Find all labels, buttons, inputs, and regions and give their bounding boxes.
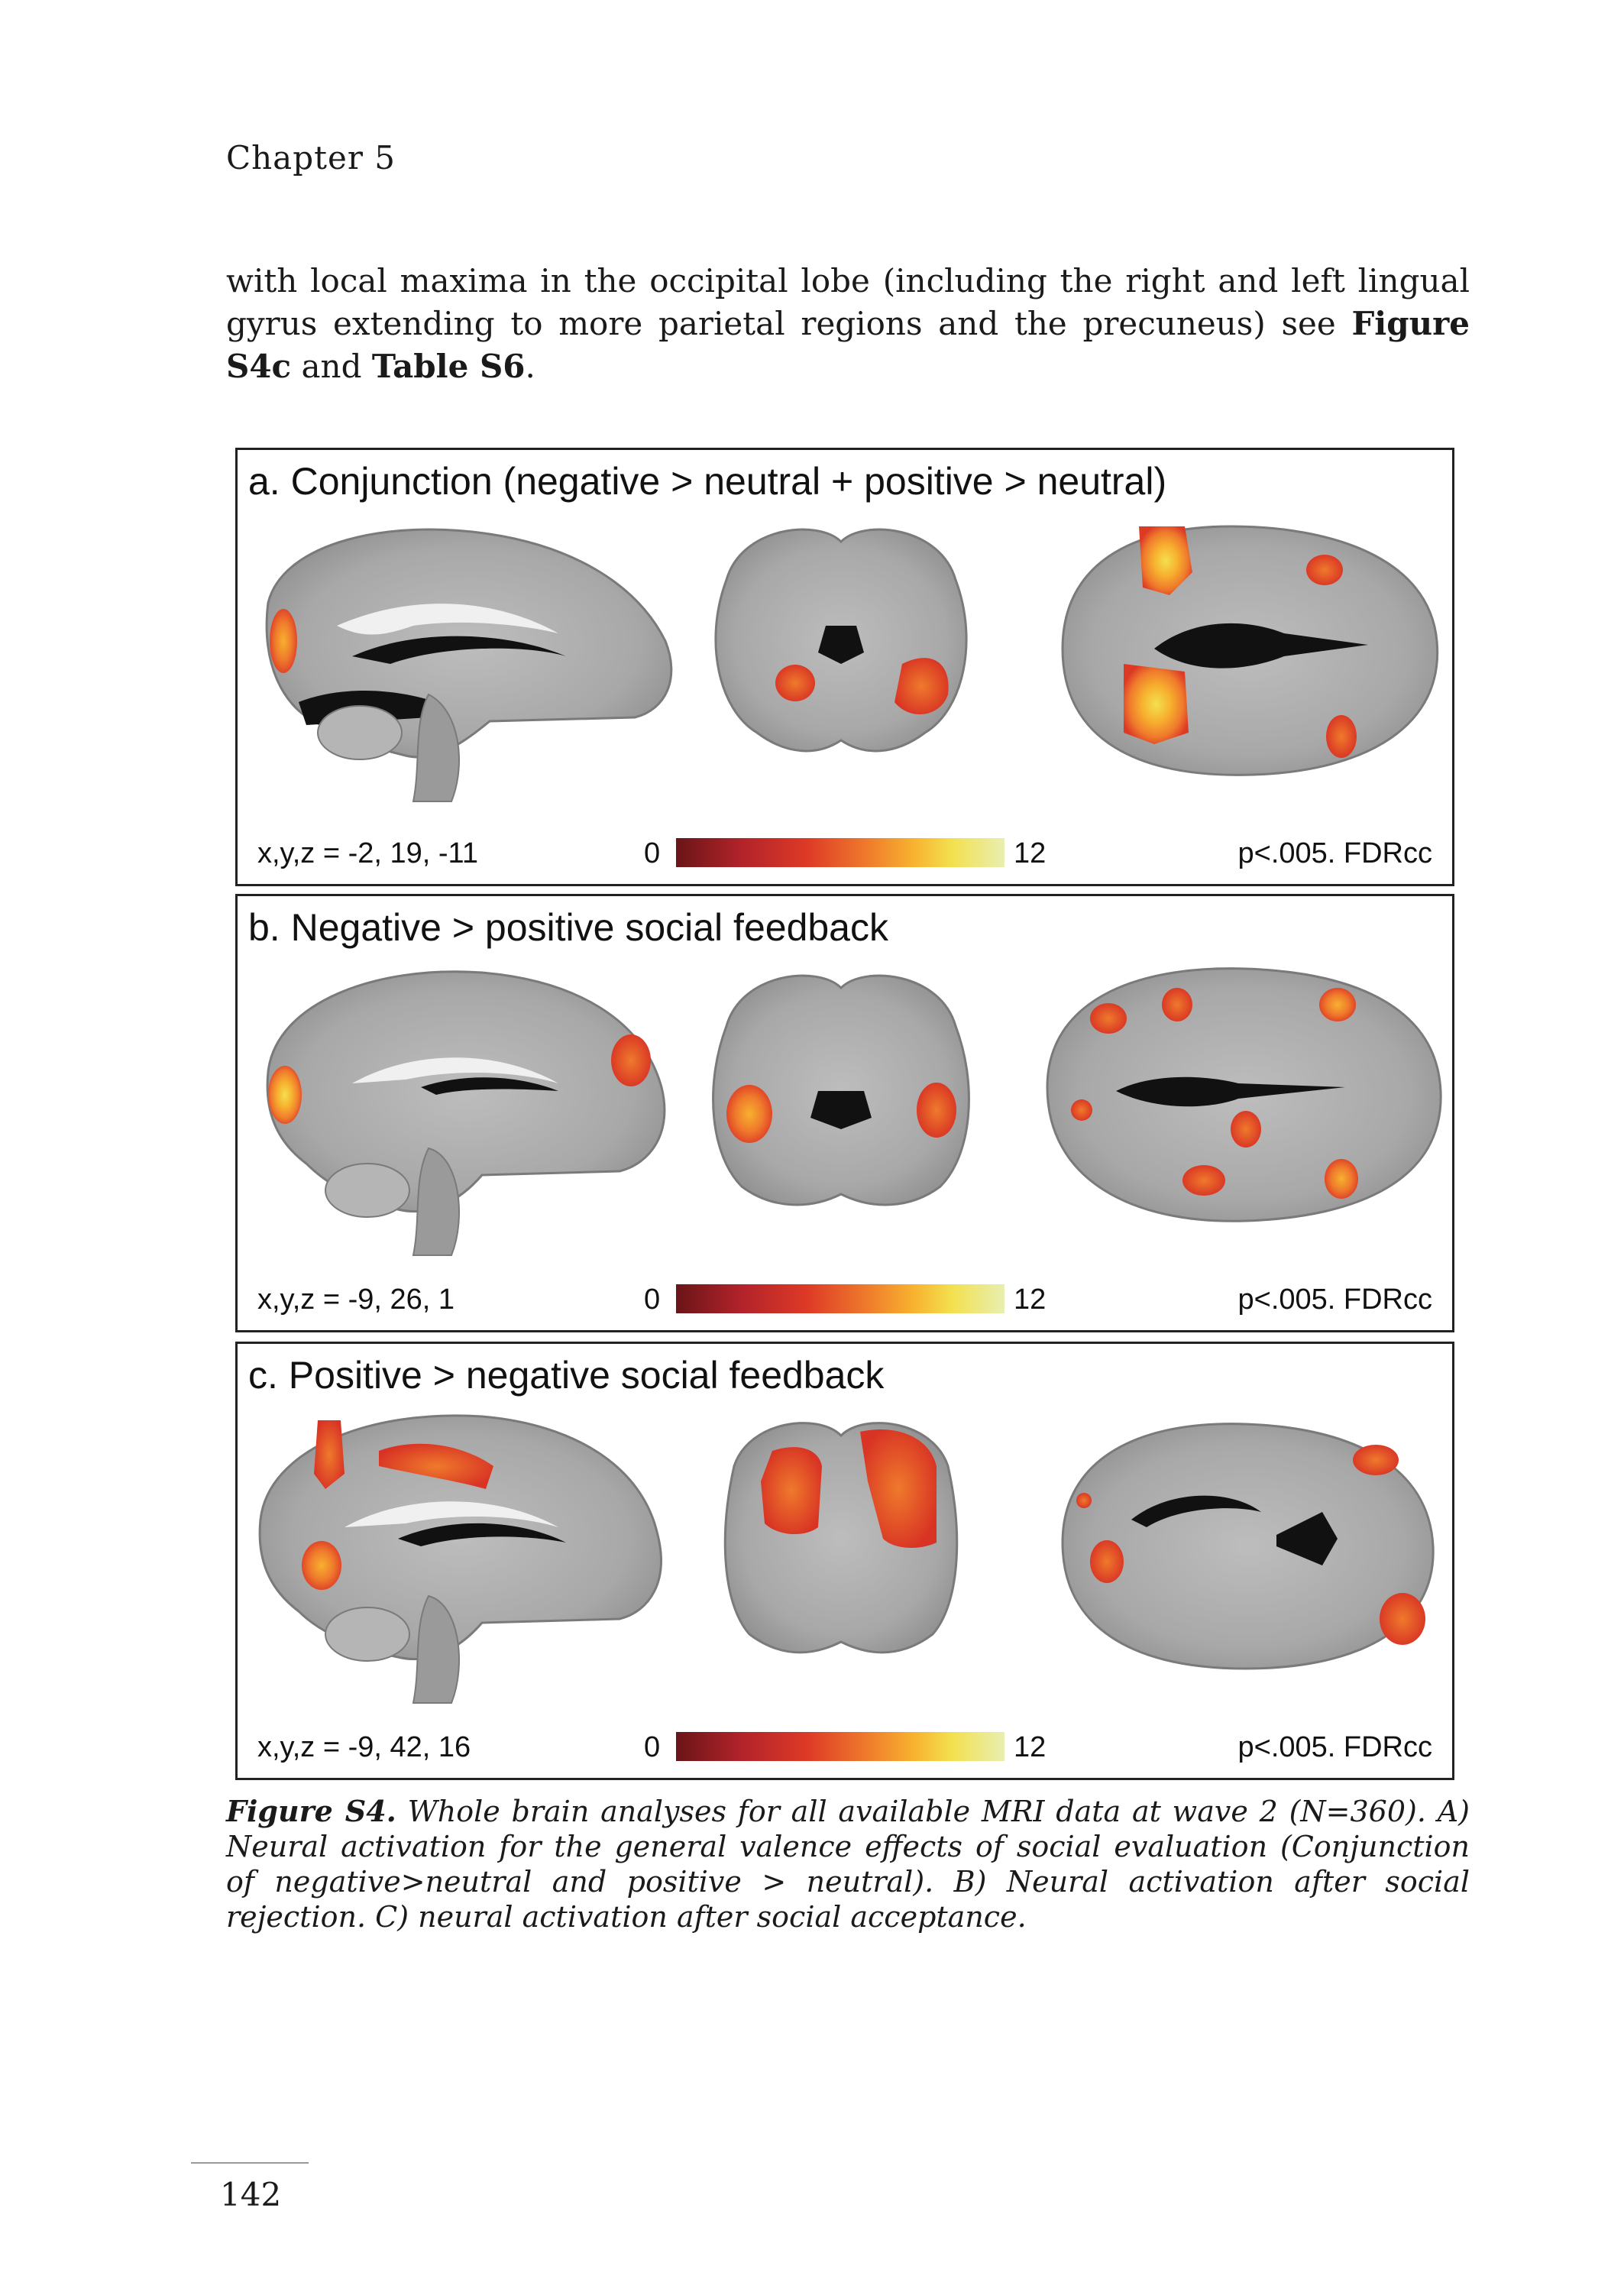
figure-panel-a [235,448,1454,886]
sagittal-slice [260,1416,661,1703]
caption-label: Figure S4. [226,1794,396,1828]
activation-blob [775,665,815,701]
activation-blob [1076,1493,1092,1508]
sagittal-slice [267,529,671,801]
colorbar-max-label: 12 [1014,1731,1047,1763]
activation-blob [302,1541,341,1590]
slice-coordinates: x,y,z = -9, 42, 16 [257,1731,471,1763]
figure-panel-b [235,894,1454,1332]
panel-title: b. Negative > positive social feedback [248,906,888,949]
axial-slice [1063,526,1438,775]
footer-rule [191,2162,309,2164]
activation-blob [1326,715,1357,758]
colorbar [676,1732,1004,1761]
threshold-label: p<.005. FDRcc [1237,837,1432,869]
body-paragraph [226,260,1470,388]
figure-caption [226,1794,1470,1934]
activation-blob [894,658,949,714]
coronal-slice [716,529,966,751]
activation-blob [1182,1165,1225,1196]
activation-blob [1319,988,1356,1021]
colorbar-min-label: 0 [644,837,661,869]
activation-blob [761,1447,822,1534]
slice-coordinates: x,y,z = -2, 19, -11 [257,837,478,869]
panel-title: c. Positive > negative social feedback [248,1354,885,1397]
body-text-end: . [525,348,535,385]
colorbar-max-label: 12 [1014,837,1047,869]
brain-slices [238,511,1452,817]
coronal-slice [725,1423,956,1653]
activation-blob [726,1085,772,1143]
panel-title: a. Conjunction (negative > neutral + positive > neutral) [248,460,1167,503]
body-text-and: and [291,348,372,385]
brain-slices [238,1405,1452,1711]
activation-blob [270,609,297,673]
colorbar [676,838,1004,867]
activation-blob [1090,1540,1124,1583]
activation-blob [1353,1445,1399,1475]
threshold-label: p<.005. FDRcc [1237,1731,1432,1763]
colorbar-min-label: 0 [644,1284,661,1316]
activation-blob [1380,1593,1425,1645]
body-text-1: with local maxima in the occipital lobe (including the right and left lingual gyrus extending to more parietal regions and the precuneus) see [226,262,1470,342]
figure-reference: Figure S4c [226,305,1470,385]
activation-blob [1071,1099,1092,1121]
caption-text: Whole brain analyses for all available MRI data at wave 2 (N=360). A) Neural activation for the general valence effects of social evaluation (Conjunction of negative>neutral and positive > neutral). B) Neural activation after social rejection. C) neural activation after social acceptance. [226,1795,1470,1934]
running-head: Chapter 5 [226,139,396,176]
colorbar [676,1284,1004,1313]
activation-blob [917,1083,956,1138]
activation-blob [268,1066,302,1124]
colorbar-max-label: 12 [1014,1284,1047,1316]
activation-blob [1124,664,1189,744]
brain-slices [238,957,1452,1263]
slice-coordinates: x,y,z = -9, 26, 1 [257,1284,455,1316]
page-number: 142 [220,2176,282,2213]
table-reference: Table S6 [371,348,526,385]
axial-slice [1047,969,1441,1222]
coronal-slice [713,976,969,1205]
colorbar-min-label: 0 [644,1731,661,1763]
activation-blob [1306,555,1343,585]
activation-blob [1231,1111,1261,1148]
axial-slice [1063,1424,1433,1669]
threshold-label: p<.005. FDRcc [1237,1284,1432,1316]
sagittal-slice [267,972,665,1255]
activation-blob [1162,988,1192,1021]
activation-blob [611,1034,651,1086]
activation-blob [1090,1003,1127,1034]
activation-blob [1325,1159,1358,1199]
figure-panel-c [235,1342,1454,1780]
